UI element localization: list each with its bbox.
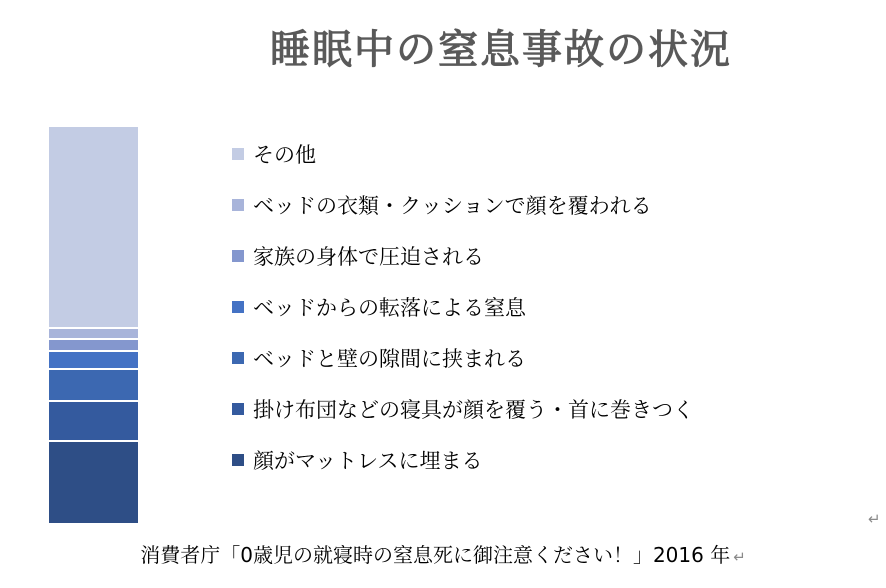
legend-item-label: 家族の身体で圧迫される <box>253 245 484 269</box>
legend-item <box>232 141 694 167</box>
legend-item <box>232 192 694 218</box>
return-mark-icon: ↵ <box>868 510 881 528</box>
bar-segment <box>49 442 138 523</box>
legend-swatch-icon <box>232 301 244 313</box>
bar-segment <box>49 329 138 337</box>
chart-title: 睡眠中の窒息事故の状況 <box>270 27 732 73</box>
legend-item <box>232 396 694 422</box>
return-mark-icon: ↵ <box>733 548 746 566</box>
legend-item <box>232 447 694 473</box>
legend-swatch-icon <box>232 352 244 364</box>
legend-swatch-icon <box>232 454 244 466</box>
legend-item-label: ベッドからの転落による窒息 <box>253 296 526 320</box>
legend-item <box>232 345 694 371</box>
legend-item-label: 掛け布団などの寝具が顔を覆う・首に巻きつく <box>253 398 694 422</box>
legend-item-label: ベッドと壁の隙間に挟まれる <box>253 347 526 371</box>
bar-segment <box>49 352 138 368</box>
legend-item-label: その他 <box>253 143 316 167</box>
legend-item-label: ベッドの衣類・クッションで顔を覆われる <box>253 194 652 218</box>
legend-swatch-icon <box>232 250 244 262</box>
bar-segment <box>49 402 138 440</box>
chart-legend <box>232 141 694 473</box>
stacked-bar <box>49 127 138 523</box>
bar-segment <box>49 370 138 400</box>
legend-swatch-icon <box>232 199 244 211</box>
legend-item <box>232 243 694 269</box>
legend-swatch-icon <box>232 403 244 415</box>
bar-segment <box>49 340 138 350</box>
legend-item <box>232 294 694 320</box>
source-caption-text: 消費者庁「0歳児の就寝時の窒息死に御注意ください！」2016 年 <box>140 543 731 567</box>
legend-swatch-icon <box>232 148 244 160</box>
bar-segment <box>49 127 138 327</box>
legend-item-label: 顔がマットレスに埋まる <box>253 449 483 473</box>
source-caption <box>0 539 886 568</box>
